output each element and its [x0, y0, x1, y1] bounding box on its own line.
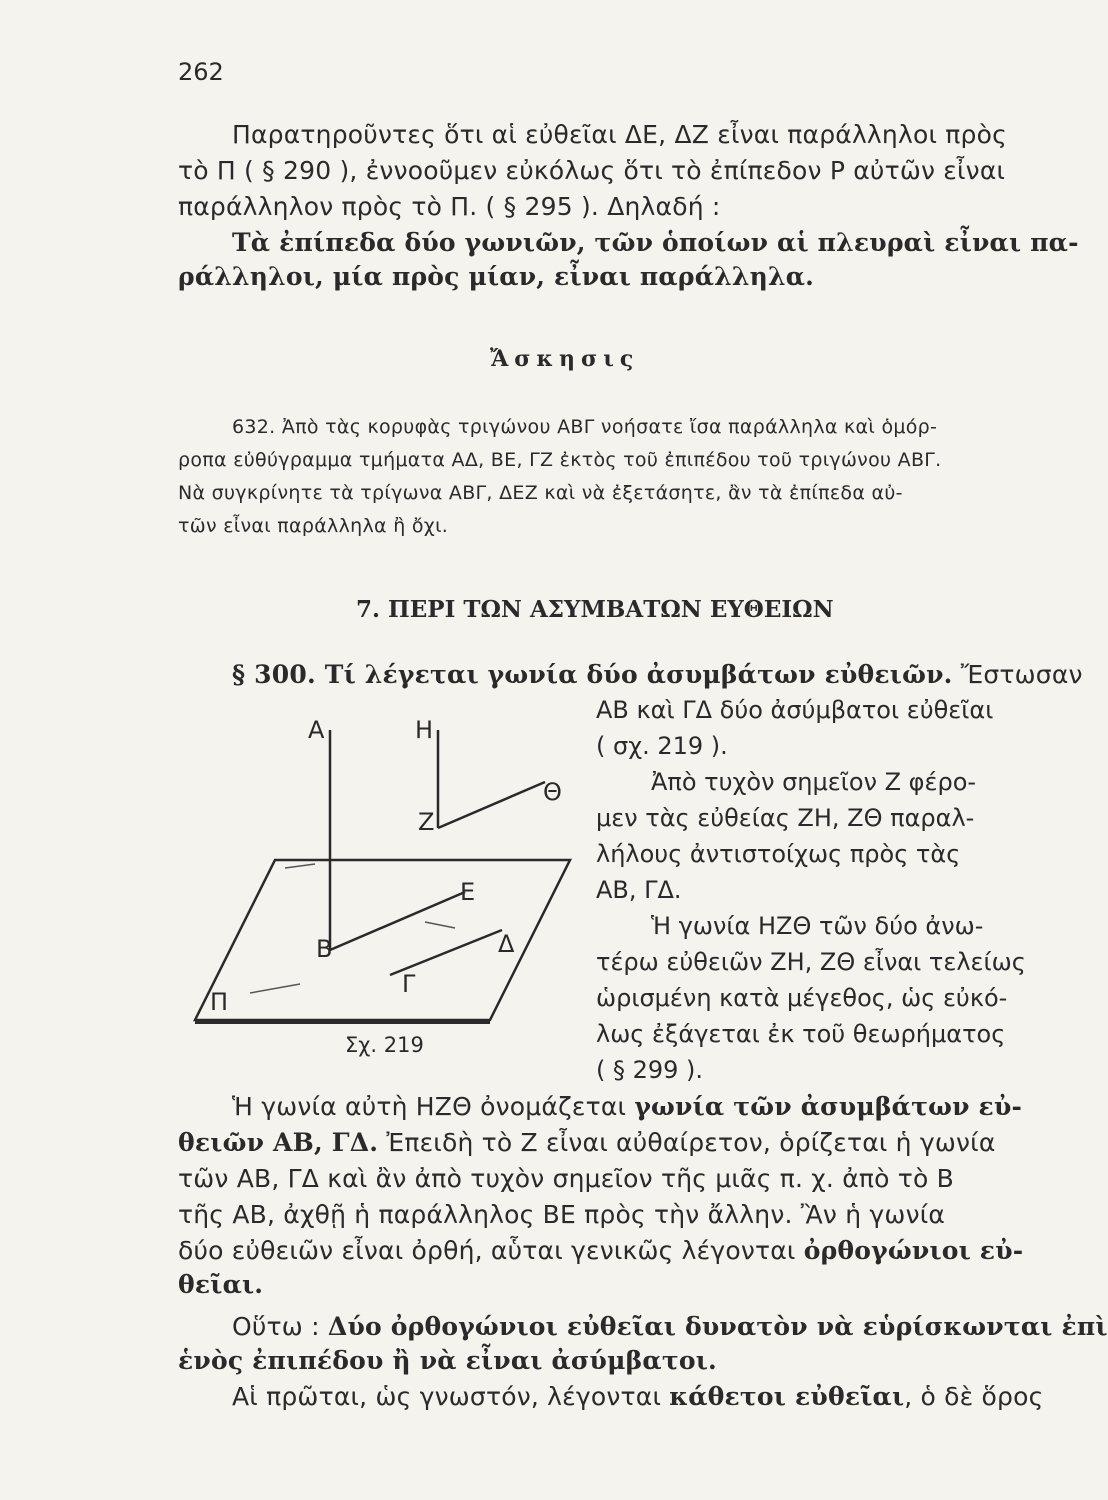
label-Delta: Δ	[498, 930, 515, 958]
body-line-9	[232, 1382, 1043, 1411]
line-GD	[390, 930, 502, 975]
orthogonal-statement: Δύο ὀρθογώνιοι εὐθεῖαι δυνατὸν νὰ εὑρίσκωνται ἐπὶ	[327, 1312, 1108, 1341]
exercise-line-4: τῶν εἶναι παράλληλα ἢ ὄχι.	[178, 515, 449, 537]
p300-line-7: Ἡ γωνία ΗΖΘ τῶν δύο ἀνω-	[651, 912, 984, 940]
p300-line-1: ΑΒ καὶ ΓΔ δύο ἀσύμβατοι εὐθεῖαι	[596, 696, 994, 724]
label-A: Α	[308, 716, 325, 744]
intro-line-2: τὸ Π ( § 290 ), ἐννοοῦμεν εὐκόλως ὅτι τὸ ἐπίπεδον Ρ αὐτῶν εἶναι	[178, 156, 1006, 185]
body-line-7	[232, 1312, 1108, 1341]
body-line-5	[178, 1236, 1023, 1265]
p300-line-11: ( § 299 ).	[596, 1056, 704, 1084]
line-ZTheta	[438, 782, 545, 828]
label-E: Ε	[460, 878, 476, 906]
intro-line-3: παράλληλον πρὸς τὸ Π. ( § 295 ). Δηλαδή :	[178, 192, 721, 221]
line-BE	[330, 892, 465, 950]
body-line-5-a: δύο εὐθειῶν εἶναι ὀρθή, αὗται γενικῶς λέγονται	[178, 1236, 804, 1265]
body-line-2-b: Ἐπειδὴ τὸ Ζ εἶναι αὐθαίρετον, ὁρίζεται ἡ γωνία	[378, 1128, 996, 1157]
body-line-6: θεῖαι.	[178, 1270, 264, 1299]
term-orthogonal-lines: ὀρθογώνιοι εὐ-	[803, 1236, 1024, 1265]
label-Theta: Θ	[543, 778, 562, 806]
body-line-1-a: Ἡ γωνία αὐτὴ ΗΖΘ ὀνομάζεται	[232, 1092, 635, 1121]
exercise-line-3: Νὰ συγκρίνητε τὰ τρίγωνα ΑΒΓ, ΔΕΖ καὶ νὰ ἐξετάσητε, ἂν τὰ ἐπίπεδα αὐ-	[178, 482, 903, 504]
term-angle-skew-lines: γωνία τῶν ἀσυμβάτων εὐ-	[634, 1092, 1023, 1121]
paragraph-300-heading	[232, 660, 1083, 689]
p300-line-9: ὡρισμένη κατὰ μέγεθος, ὡς εὐκό-	[596, 984, 1008, 1012]
label-Z: Ζ	[418, 808, 435, 836]
p300-line-2: ( σχ. 219 ).	[596, 732, 728, 760]
p300-line-10: λως ἐξάγεται ἐκ τοῦ θεωρήματος	[596, 1020, 1006, 1048]
page-number: 262	[178, 58, 224, 86]
label-B: Β	[316, 935, 333, 963]
body-line-2	[178, 1128, 996, 1157]
paragraph-300-title: § 300. Τί λέγεται γωνία δύο ἀσυμβάτων εὐθειῶν.	[232, 660, 953, 689]
section-title: 7. ΠΕΡΙ ΤΩΝ ΑΣΥΜΒΑΤΩΝ ΕΥΘΕΙΩΝ	[356, 596, 834, 623]
p300-line-3: Ἀπὸ τυχὸν σημεῖον Ζ φέρο-	[651, 768, 977, 796]
body-line-2-a: θειῶν ΑΒ, ΓΔ.	[178, 1128, 379, 1157]
p300-line-4: μεν τὰς εὐθείας ΖΗ, ΖΘ παραλ-	[596, 804, 975, 832]
body-line-4: τῆς ΑΒ, ἀχθῇ ἡ παράλληλος ΒΕ πρὸς τὴν ἄλλην. Ἂν ἡ γωνία	[178, 1200, 946, 1229]
body-line-9-c: , ὁ δὲ ὅρος	[904, 1382, 1044, 1411]
p300-line-5: λήλους ἀντιστοίχως πρὸς τὰς	[596, 840, 961, 868]
body-line-7-a: Οὕτω :	[232, 1312, 328, 1341]
body-line-8: ἑνὸς ἐπιπέδου ἢ νὰ εἶναι ἀσύμβατοι.	[178, 1346, 717, 1375]
body-line-9-a: Αἱ πρῶται, ὡς γνωστόν, λέγονται	[232, 1382, 670, 1411]
exercise-heading: Ἄσκησις	[490, 346, 640, 372]
p300-line-8: τέρω εὐθειῶν ΖΗ, ΖΘ εἶναι τελείως	[596, 948, 1026, 976]
theorem-line-1: Τὰ ἐπίπεδα δύο γωνιῶν, τῶν ὁποίων αἱ πλευραὶ εἶναι πα-	[232, 228, 1079, 257]
theorem-line-2: ράλληλοι, μία πρὸς μίαν, εἶναι παράλληλα.	[178, 262, 815, 291]
label-Pi: Π	[210, 988, 229, 1016]
intro-line-1: Παρατηροῦντες ὅτι αἱ εὐθεῖαι ΔΕ, ΔΖ εἶναι παράλληλοι πρὸς	[232, 120, 1007, 149]
paragraph-300-head-rest: Ἔστωσαν	[952, 660, 1083, 689]
label-Gamma: Γ	[402, 970, 416, 998]
body-line-3: τῶν ΑΒ, ΓΔ καὶ ἂν ἀπὸ τυχὸν σημεῖον τῆς μιᾶς π. χ. ἀπὸ τὸ Β	[178, 1164, 955, 1193]
body-line-1	[232, 1092, 1022, 1121]
p300-line-6: ΑΒ, ΓΔ.	[596, 876, 682, 904]
label-H: Η	[415, 716, 434, 744]
figure-caption: Σχ. 219	[345, 1033, 424, 1057]
figure-219	[180, 700, 590, 1080]
term-perpendicular-lines: κάθετοι εὐθεῖαι	[669, 1382, 905, 1411]
exercise-line-1: 632. Ἀπὸ τὰς κορυφὰς τριγώνου ΑΒΓ νοήσατε ἴσα παράλληλα καὶ ὁμόρ-	[232, 416, 938, 438]
exercise-line-2: ροπα εὐθύγραμμα τμήματα ΑΔ, ΒΕ, ΓΖ ἐκτὸς τοῦ ἐπιπέδου τοῦ τριγώνου ΑΒΓ.	[178, 449, 942, 471]
shading-hatch	[250, 864, 455, 993]
